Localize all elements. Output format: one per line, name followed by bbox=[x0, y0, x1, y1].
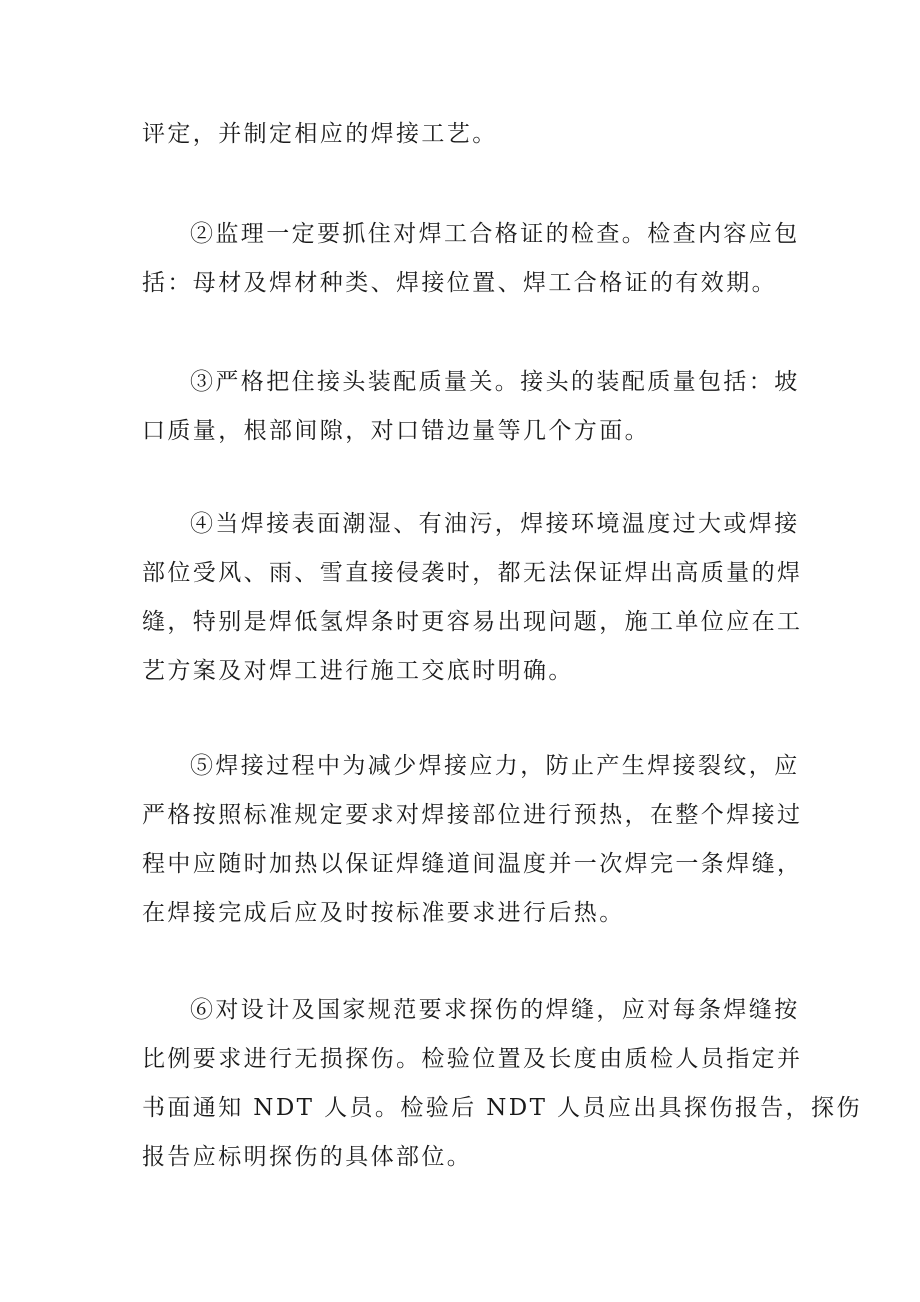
text-line: ⑥对设计及国家规范要求探伤的焊缝，应对每条焊缝按 bbox=[190, 997, 800, 1023]
text-line: ②监理一定要抓住对焊工合格证的检查。检查内容应包 bbox=[190, 221, 800, 247]
text-line: 口质量，根部间隙，对口错边量等几个方面。 bbox=[142, 418, 650, 444]
paragraph-2 bbox=[142, 210, 800, 308]
text-line: ④当焊接表面潮湿、有油污，焊接环境温度过大或焊接 bbox=[190, 511, 800, 537]
paragraph-4 bbox=[142, 500, 803, 696]
paragraph-1 bbox=[142, 110, 782, 159]
text-line: 括：母材及焊材种类、焊接位置、焊工合格证的有效期。 bbox=[142, 270, 777, 296]
text-line: 在焊接完成后应及时按标准要求进行后热。 bbox=[142, 900, 625, 926]
text-line: 严格按照标准规定要求对焊接部位进行预热，在整个焊接过 bbox=[142, 802, 803, 828]
text-line: ③严格把住接头装配质量关。接头的装配质量包括：坡 bbox=[190, 369, 800, 395]
paragraph-3 bbox=[142, 358, 800, 456]
text-line: 缝，特别是焊低氢焊条时更容易出现问题，施工单位应在工 bbox=[142, 609, 803, 635]
text-line: 书面通知 NDT 人员。检验后 NDT 人员应出具探伤报告，探伤 bbox=[142, 1095, 862, 1121]
text-line: 部位受风、雨、雪直接侵袭时，都无法保证焊出高质量的焊 bbox=[142, 560, 803, 586]
text-line: 报告应标明探伤的具体部位。 bbox=[142, 1144, 473, 1170]
paragraph-5 bbox=[142, 742, 803, 938]
text-line: 程中应随时加热以保证焊缝道间温度并一次焊完一条焊缝， bbox=[142, 851, 803, 877]
text-line: 比例要求进行无损探伤。检验位置及长度由质检人员指定并 bbox=[142, 1046, 803, 1072]
text-line: 评定，并制定相应的焊接工艺。 bbox=[142, 121, 498, 147]
paragraph-6 bbox=[142, 986, 862, 1182]
text-line: ⑤焊接过程中为减少焊接应力，防止产生焊接裂纹，应 bbox=[190, 753, 800, 779]
text-line: 艺方案及对焊工进行施工交底时明确。 bbox=[142, 658, 574, 684]
